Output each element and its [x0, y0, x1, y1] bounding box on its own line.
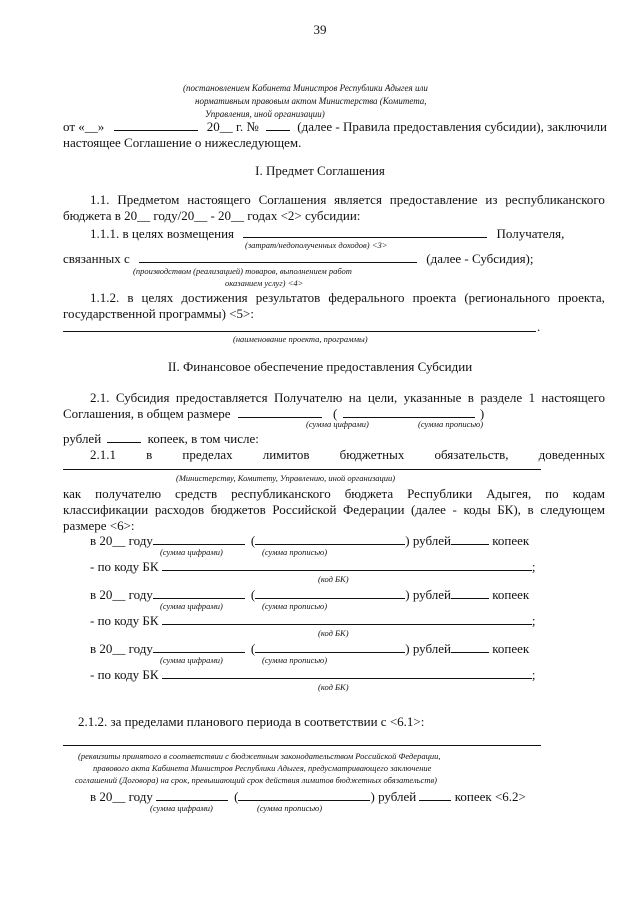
- word: проекта,: [558, 290, 605, 305]
- year-row: [90, 641, 529, 656]
- p11-line1: [90, 192, 605, 207]
- kopeks-blank[interactable]: [451, 587, 489, 599]
- p21-text: Соглашения, в общем размере: [63, 406, 231, 421]
- note-sum-words: (сумма прописью): [262, 601, 328, 611]
- year-label: в 20__ году: [90, 789, 153, 804]
- word: бюджета: [344, 486, 394, 501]
- word: коды: [463, 502, 491, 517]
- rubles-label: ) рублей: [370, 789, 417, 804]
- kopeks-blank[interactable]: [451, 533, 489, 545]
- word: в: [527, 502, 534, 517]
- bk-row: [90, 613, 535, 628]
- word: Адыгея,: [486, 486, 532, 501]
- p212-line: 2.1.2. за пределами планового периода в соответствии с <6.1>:: [78, 714, 425, 729]
- sum-digits-blank[interactable]: [153, 533, 245, 545]
- word: Субсидия: [115, 390, 170, 405]
- kopeks-label: копеек: [492, 533, 530, 548]
- rubles-line: [63, 431, 259, 446]
- sum-digits-blank[interactable]: [156, 789, 228, 801]
- kopeks-blank[interactable]: [419, 789, 451, 801]
- note-sum-words: (сумма прописью): [418, 419, 484, 429]
- rubles-label: ) рублей: [405, 587, 451, 602]
- p111-line: [90, 226, 564, 241]
- paren-open: (: [234, 789, 239, 804]
- row-end: ;: [531, 559, 536, 574]
- final-year-row: [90, 789, 526, 804]
- word: республиканского: [231, 486, 331, 501]
- production-blank[interactable]: [139, 251, 417, 263]
- note-bk: (код БК): [318, 628, 349, 638]
- intro-rules: (далее - Правила предоставления субсидии), заключили: [297, 119, 607, 134]
- word: доведенных: [538, 447, 605, 462]
- number-blank[interactable]: [266, 119, 290, 131]
- word: Соглашения: [258, 192, 327, 207]
- word: в: [467, 390, 474, 405]
- p112-line1: [90, 290, 605, 305]
- details-blank[interactable]: [63, 745, 541, 746]
- year-row: [90, 533, 529, 548]
- sum-digits-blank[interactable]: [153, 587, 245, 599]
- paren-open: (: [250, 533, 256, 548]
- word: целях: [141, 290, 174, 305]
- header-note-line1: (постановлением Кабинета Министров Республики Адыгея или: [183, 83, 428, 93]
- note-bk: (код БК): [318, 574, 349, 584]
- word: предоставление: [389, 192, 478, 207]
- intro-line2: настоящее Соглашение о нижеследующем.: [63, 135, 302, 150]
- word: Предметом: [117, 192, 180, 207]
- word: классификации: [63, 502, 149, 517]
- word: 1.1.2.: [90, 290, 120, 305]
- kopeks-label: копеек <6.2>: [454, 789, 526, 804]
- linked-text: связанных с: [63, 251, 130, 266]
- word: бюджетных: [339, 447, 405, 462]
- recipient-line2: [63, 502, 605, 517]
- word: в: [127, 290, 134, 305]
- section2-title: II. Финансовое обеспечение предоставления Субсидии: [167, 359, 473, 374]
- word: результатов: [255, 290, 321, 305]
- recipient-line1: [63, 486, 605, 501]
- note-costs: (затрат/недополученных доходов) <3>: [245, 240, 388, 250]
- word: БК),: [497, 502, 521, 517]
- sum-digits-blank[interactable]: [153, 641, 245, 653]
- word: указанные: [403, 390, 462, 405]
- paren-open: (: [250, 641, 256, 656]
- word: республиканского: [505, 192, 605, 207]
- paren-close: ): [479, 406, 485, 421]
- word: лимитов: [262, 447, 310, 462]
- intro-date: от «__»: [63, 119, 105, 134]
- linked-subsidy: (далее - Субсидия);: [426, 251, 534, 266]
- word: обязательств,: [434, 447, 509, 462]
- word: 2.1.: [90, 390, 110, 405]
- rubles-text: рублей: [63, 431, 102, 446]
- word: настоящего: [187, 192, 251, 207]
- word: цели,: [367, 390, 398, 405]
- project-blank[interactable]: [63, 331, 536, 332]
- kopeks-label: копеек: [492, 641, 530, 656]
- word: 1.1.: [90, 192, 110, 207]
- total-words-blank[interactable]: [343, 406, 475, 418]
- note-sum-words: (сумма прописью): [262, 547, 328, 557]
- header-note-line3: Управления, иной организации): [205, 109, 325, 119]
- word: в: [146, 447, 153, 462]
- costs-blank[interactable]: [243, 226, 487, 238]
- paren-open: (: [333, 406, 338, 421]
- note-details-2: правового акта Кабинета Министров Республики Адыгея, предусматривающего заключение: [93, 763, 432, 773]
- sum-words-blank[interactable]: [255, 641, 405, 653]
- intro-line1: [63, 119, 607, 134]
- year-label: в 20__ году: [90, 533, 153, 548]
- kopeks-label: копеек: [492, 587, 530, 602]
- intro-year: 20__ г. №: [206, 119, 259, 134]
- word: на: [348, 390, 362, 405]
- kopeks-text: копеек, в том числе:: [147, 431, 259, 446]
- bk-row: [90, 667, 535, 682]
- word: 1: [528, 390, 536, 405]
- kopeks-blank[interactable]: [451, 641, 489, 653]
- word: кодам: [572, 486, 605, 501]
- p112-line2: государственной программы) <5>:: [63, 306, 255, 321]
- word: получателю: [95, 486, 162, 501]
- note-details-1: (реквизиты принятого в соответствии с бюджетным законодательством Российской Федерации,: [78, 751, 441, 761]
- word: Получателю: [273, 390, 343, 405]
- ministry-blank[interactable]: [63, 469, 541, 470]
- word: настоящего: [541, 390, 605, 405]
- word: следующем: [540, 502, 605, 517]
- note-sum-digits: (сумма цифрами): [160, 655, 223, 665]
- word: (регионального: [464, 290, 550, 305]
- p111-text: 1.1.1. в целях возмещения: [90, 226, 235, 241]
- note-project: (наименование проекта, программы): [233, 334, 368, 344]
- word: средств: [175, 486, 218, 501]
- word: 2.1.1: [90, 447, 116, 462]
- word: по: [545, 486, 559, 501]
- word: Федерации: [343, 502, 405, 517]
- section1-title: I. Предмет Соглашения: [255, 163, 385, 178]
- recipient-line3: размере <6>:: [63, 518, 135, 533]
- word: расходов: [154, 502, 205, 517]
- note-details-3: соглашений (Договора) на срок, превышающий срок действия лимитов бюджетных обязательств): [75, 775, 437, 785]
- word: пределах: [182, 447, 233, 462]
- bk-blank[interactable]: [162, 613, 532, 625]
- note-bk: (код БК): [318, 682, 349, 692]
- paren-open: (: [250, 587, 256, 602]
- word: проекта: [412, 290, 457, 305]
- note-sum-digits: (сумма цифрами): [150, 803, 213, 813]
- word: предоставляется: [175, 390, 268, 405]
- project-period: .: [537, 319, 541, 334]
- row-end: ;: [531, 667, 536, 682]
- note-production-2: оказанием услуг) <4>: [225, 278, 304, 288]
- sum-words-blank[interactable]: [255, 533, 405, 545]
- word: из: [485, 192, 498, 207]
- bk-blank[interactable]: [162, 559, 532, 571]
- note-ministry: (Министерству, Комитету, Управлению, иной организации): [176, 473, 396, 483]
- p211-line1: [90, 447, 605, 462]
- word: бюджетов: [210, 502, 266, 517]
- p111-recipient: Получателя,: [496, 226, 565, 241]
- word: Российской: [272, 502, 337, 517]
- rubles-label: ) рублей: [405, 641, 451, 656]
- note-sum-digits: (сумма цифрами): [306, 419, 369, 429]
- year-label: в 20__ году: [90, 587, 153, 602]
- word: Республики: [407, 486, 473, 501]
- sum-words-blank[interactable]: [238, 789, 370, 801]
- date-blank[interactable]: [114, 119, 198, 131]
- note-production-1: (производством (реализацией) товаров, выполнением работ: [133, 266, 352, 276]
- kopeks-blank[interactable]: [107, 431, 141, 443]
- word: (далее: [411, 502, 446, 517]
- bk-blank[interactable]: [162, 667, 532, 679]
- page-number: 39: [313, 22, 327, 37]
- p21-line1: [90, 390, 605, 405]
- year-label: в 20__ году: [90, 641, 153, 656]
- p11-line2: бюджета в 20__ году/20__ - 20__ годах <2> субсидии:: [63, 208, 361, 223]
- header-note-line2: нормативным правовым актом Министерства (Комитета,: [195, 96, 427, 106]
- sum-words-blank[interactable]: [255, 587, 405, 599]
- bk-row: [90, 559, 535, 574]
- note-sum-words: (сумма прописью): [262, 655, 328, 665]
- year-row: [90, 587, 529, 602]
- word: разделе: [480, 390, 523, 405]
- word: достижения: [181, 290, 248, 305]
- note-sum-digits: (сумма цифрами): [160, 547, 223, 557]
- row-end: ;: [531, 613, 536, 628]
- word: является: [334, 192, 382, 207]
- word: -: [452, 502, 457, 517]
- word: федерального: [328, 290, 405, 305]
- note-sum-digits: (сумма цифрами): [160, 601, 223, 611]
- word: как: [63, 486, 82, 501]
- bk-label: - по коду БК: [90, 613, 159, 628]
- bk-label: - по коду БК: [90, 667, 159, 682]
- total-digits-blank[interactable]: [238, 406, 322, 418]
- linked-line: [63, 251, 534, 266]
- note-sum-words: (сумма прописью): [257, 803, 323, 813]
- bk-label: - по коду БК: [90, 559, 159, 574]
- rubles-label: ) рублей: [405, 533, 451, 548]
